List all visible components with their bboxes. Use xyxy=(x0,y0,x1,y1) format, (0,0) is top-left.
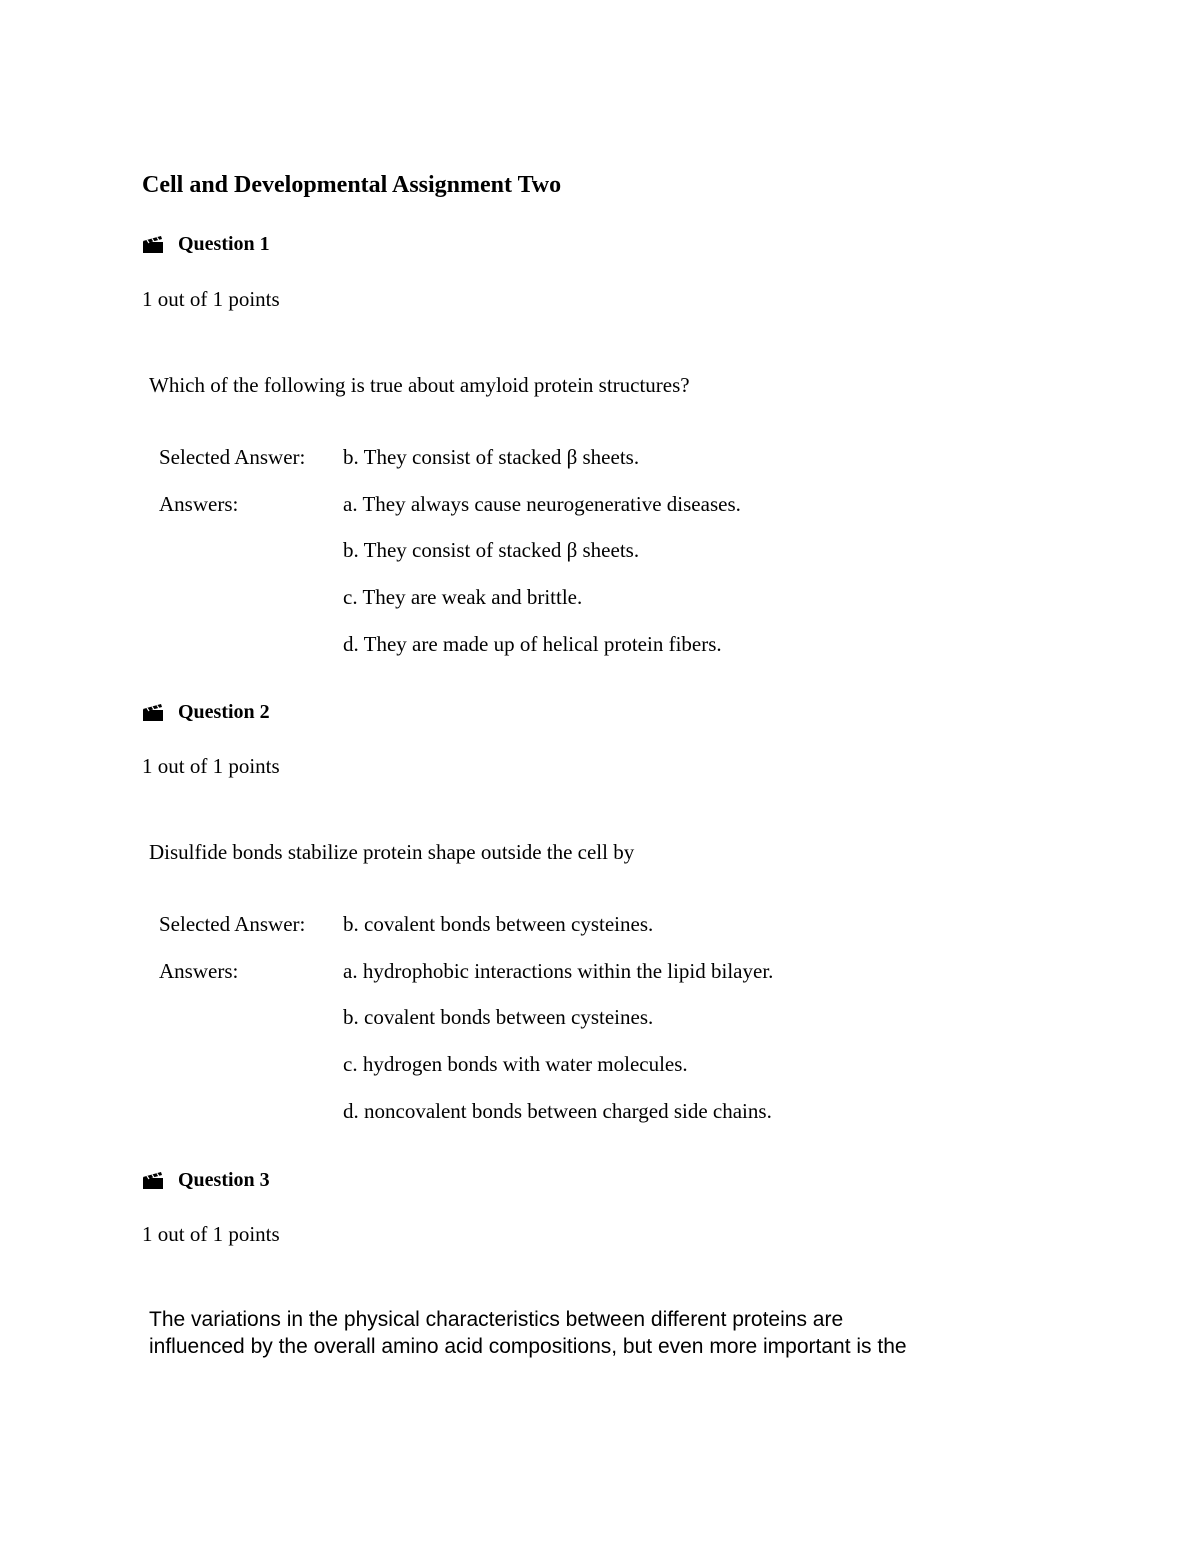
question-1-points: 1 out of 1 points xyxy=(142,287,280,311)
question-1-answer-b: b. They consist of stacked β sheets. xyxy=(343,538,640,562)
question-3-heading-row xyxy=(142,1167,270,1193)
clapperboard-icon xyxy=(142,234,164,254)
question-1-answer-a: a. They always cause neurogenerative diseases. xyxy=(343,492,741,516)
question-3-prompt-line-2: influenced by the overall amino acid compositions, but even more important is the xyxy=(149,1335,907,1358)
clapperboard-icon xyxy=(142,702,164,722)
question-2-answer-c: c. hydrogen bonds with water molecules. xyxy=(343,1052,688,1076)
question-2-answer-d: d. noncovalent bonds between charged side chains. xyxy=(343,1099,772,1123)
question-3-prompt-line-1: The variations in the physical characteristics between different proteins are xyxy=(149,1308,844,1331)
question-1-heading: Question 1 xyxy=(178,233,270,255)
question-2-answer-a: a. hydrophobic interactions within the lipid bilayer. xyxy=(343,959,774,983)
question-1-answer-c: c. They are weak and brittle. xyxy=(343,585,583,609)
question-3-points: 1 out of 1 points xyxy=(142,1222,280,1246)
document-title: Cell and Developmental Assignment Two xyxy=(142,172,562,198)
question-2-selected-label: Selected Answer: xyxy=(159,912,306,936)
question-1-heading-row xyxy=(142,231,270,257)
question-2-heading-row xyxy=(142,699,270,725)
question-1-answers-label: Answers: xyxy=(159,492,239,516)
question-2-answers-label: Answers: xyxy=(159,959,239,983)
question-1-prompt: Which of the following is true about amyloid protein structures? xyxy=(149,373,690,397)
question-2-prompt: Disulfide bonds stabilize protein shape outside the cell by xyxy=(149,840,635,864)
question-1-answer-d: d. They are made up of helical protein fibers. xyxy=(343,632,722,656)
question-3-heading: Question 3 xyxy=(178,1169,270,1191)
question-2-selected-answer: b. covalent bonds between cysteines. xyxy=(343,912,654,936)
question-2-heading: Question 2 xyxy=(178,701,270,723)
question-1-selected-label: Selected Answer: xyxy=(159,445,306,469)
clapperboard-icon xyxy=(142,1170,164,1190)
question-2-answer-b: b. covalent bonds between cysteines. xyxy=(343,1005,654,1029)
question-2-points: 1 out of 1 points xyxy=(142,754,280,778)
question-1-selected-answer: b. They consist of stacked β sheets. xyxy=(343,445,640,469)
